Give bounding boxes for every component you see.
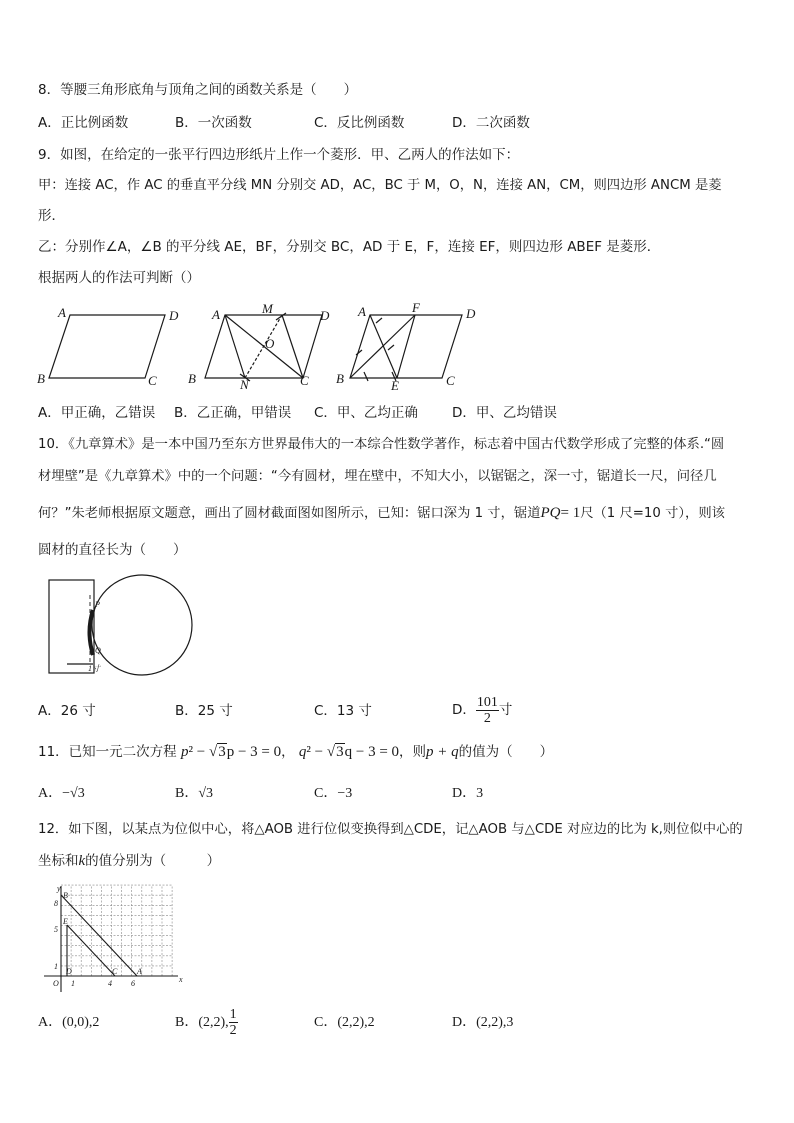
fig2-label-n: N: [240, 377, 249, 392]
fig3-label-e: E: [391, 378, 399, 393]
q12-option-c[interactable]: C．(2,2),2: [314, 1015, 375, 1030]
q12-label-a: A: [137, 967, 142, 976]
fig3-label-b: B: [336, 371, 344, 386]
q11-option-b[interactable]: B．√3: [175, 786, 214, 801]
q10-pq: PQ: [540, 505, 561, 521]
q12-label-y: y: [57, 884, 61, 893]
q10-option-c[interactable]: C．13 寸: [314, 703, 372, 719]
q11-option-c[interactable]: C．−3: [314, 786, 353, 801]
q12-tick-5: 5: [54, 925, 58, 934]
q9-option-d[interactable]: D．甲、乙均错误: [452, 405, 557, 421]
q12-label-e: E: [63, 917, 68, 926]
q11-eq2-radicand: 3: [336, 744, 344, 760]
q11-eq1-sq: ² −: [188, 744, 209, 760]
q12-option-b-prefix: B．(2,2),: [175, 1015, 229, 1030]
q9-jia-line2: 形．: [38, 208, 65, 224]
q10-label-1cun: 1寸: [88, 664, 100, 673]
q8-option-a[interactable]: A．正比例函数: [38, 115, 129, 131]
q11-eq2-var: q: [298, 744, 307, 760]
q12-xtick-4: 4: [108, 979, 112, 988]
fig1-label-a: A: [58, 305, 66, 320]
q11-eq1-rest: p − 3 = 0: [226, 744, 282, 760]
q9-jia-line1: 甲：连接 AC，作 AC 的垂直平分线 MN 分别交 AD，AC，BC 于 M，O，N，连接 AN，CM，则四边形 ANCM 是菱: [38, 178, 722, 193]
q10-option-a[interactable]: A．26 寸: [38, 703, 96, 719]
q10-label-q: Q: [95, 646, 101, 655]
q10-label-p: P: [95, 600, 100, 609]
q12-option-b-fraction: $\frac{1}{2}$: [229, 1007, 237, 1039]
q12-label-d: D: [66, 967, 72, 976]
q12-line2-b: 的值分别为（ ）: [85, 853, 221, 869]
q11-eq2-sq: ² −: [306, 744, 327, 760]
q9-stem: 9．如图，在给定的一张平行四边形纸片上作一个菱形．甲、乙两人的作法如下：: [38, 147, 520, 163]
q9-option-b[interactable]: B．乙正确，甲错误: [174, 405, 292, 421]
fig3-label-a: A: [358, 304, 366, 319]
q10-line1: 10．《九章算术》是一本中国乃至东方世界最伟大的一本综合性数学著作，标志着中国古代数学形成了完整的体系.“圆: [38, 437, 725, 452]
q10-option-d-unit: 寸: [498, 702, 513, 718]
q10-option-b[interactable]: B．25 寸: [175, 703, 233, 719]
q11-eq1-root: √: [208, 744, 218, 760]
q10-eq: = 1: [560, 505, 581, 521]
q11-sep: ，: [281, 744, 295, 760]
q12-xtick-6: 6: [131, 979, 135, 988]
q12-option-a[interactable]: A．(0,0),2: [38, 1015, 100, 1030]
fig2-label-o: O: [265, 336, 275, 351]
q12-xtick-1: 1: [71, 979, 75, 988]
q11-eq2-root: √: [326, 744, 336, 760]
q11-mid: ，则: [399, 744, 427, 760]
q11-eq1-radicand: 3: [218, 744, 226, 760]
q12-k: k: [78, 853, 86, 869]
q11-eq2-rest: q − 3 = 0: [344, 744, 400, 760]
q11-eq1-var: p: [180, 744, 189, 760]
q9-judge: 根据两人的作法可判断（）: [38, 270, 200, 286]
q9-option-c[interactable]: C．甲、乙均正确: [314, 405, 418, 421]
q12-label-o: O: [53, 979, 59, 988]
fig1-label-c: C: [148, 373, 157, 388]
q12-line2-a: 坐标和: [38, 853, 79, 869]
q10-option-d-prefix: D．: [452, 702, 476, 718]
q12-line1: 12．如下图，以某点为位似中心，将△AOB 进行位似变换得到△CDE，记△AOB 与△CDE 对应边的比为 k,则位似中心的: [38, 822, 743, 837]
q9-option-a[interactable]: A．甲正确，乙错误: [38, 405, 156, 421]
q12-tick-8: 8: [54, 899, 58, 908]
fig2-label-d: D: [320, 308, 330, 323]
q10-line3-b: 尺（1 尺=10 寸），则该: [580, 506, 725, 521]
fig3-label-f: F: [412, 300, 420, 315]
q12-label-x: x: [179, 975, 183, 984]
fig1-label-b: B: [37, 371, 45, 386]
q12-label-b: B: [63, 891, 68, 900]
q8-option-b[interactable]: B．一次函数: [175, 115, 252, 131]
q12-tick-1: 1: [54, 962, 58, 971]
q11-prefix: 11．已知一元二次方程: [38, 744, 177, 760]
fig2-label-b: B: [188, 371, 196, 386]
q12-option-b[interactable]: [175, 1003, 238, 1043]
q8-stem: 8．等腰三角形底角与顶角之间的函数关系是（ ）: [38, 82, 358, 98]
q10-option-d-fraction: $\frac{101}{2}$: [476, 694, 498, 726]
q10-line4: 圆材的直径长为（ ）: [38, 542, 187, 558]
fig3-label-d: D: [466, 306, 476, 321]
q11-option-a[interactable]: A．−√3: [38, 786, 85, 801]
q8-option-c[interactable]: C．反比例函数: [314, 115, 405, 131]
fig2-label-c: C: [300, 373, 309, 388]
q10-line3-a: 何？”朱老师根据原文题意，画出了圆材截面图如图所示，已知：锯口深为 1 寸，锯道: [38, 506, 541, 521]
fig1-label-d: D: [169, 308, 179, 323]
q12-option-d[interactable]: D．(2,2),3: [452, 1015, 514, 1030]
fig2-label-m: M: [262, 301, 273, 316]
q11-suffix: 的值为（ ）: [458, 744, 554, 760]
fig2-label-a: A: [212, 307, 220, 322]
q9-yi: 乙：分别作∠A，∠B 的平分线 AE，BF，分别交 BC，AD 于 E，F，连接 EF，则四边形 ABEF 是菱形．: [38, 239, 661, 255]
q12-label-c: C: [112, 967, 118, 976]
q11-pq: p + q: [426, 744, 459, 760]
q10-line2: 材埋壁”是《九章算术》中的一个问题：“今有圆材，埋在壁中，不知大小，以锯锯之，深一寸，锯道长一尺，问径几: [38, 469, 717, 484]
q8-option-d[interactable]: D．二次函数: [452, 115, 530, 131]
fig3-label-c: C: [446, 373, 455, 388]
q11-option-d[interactable]: D．3: [452, 786, 484, 801]
